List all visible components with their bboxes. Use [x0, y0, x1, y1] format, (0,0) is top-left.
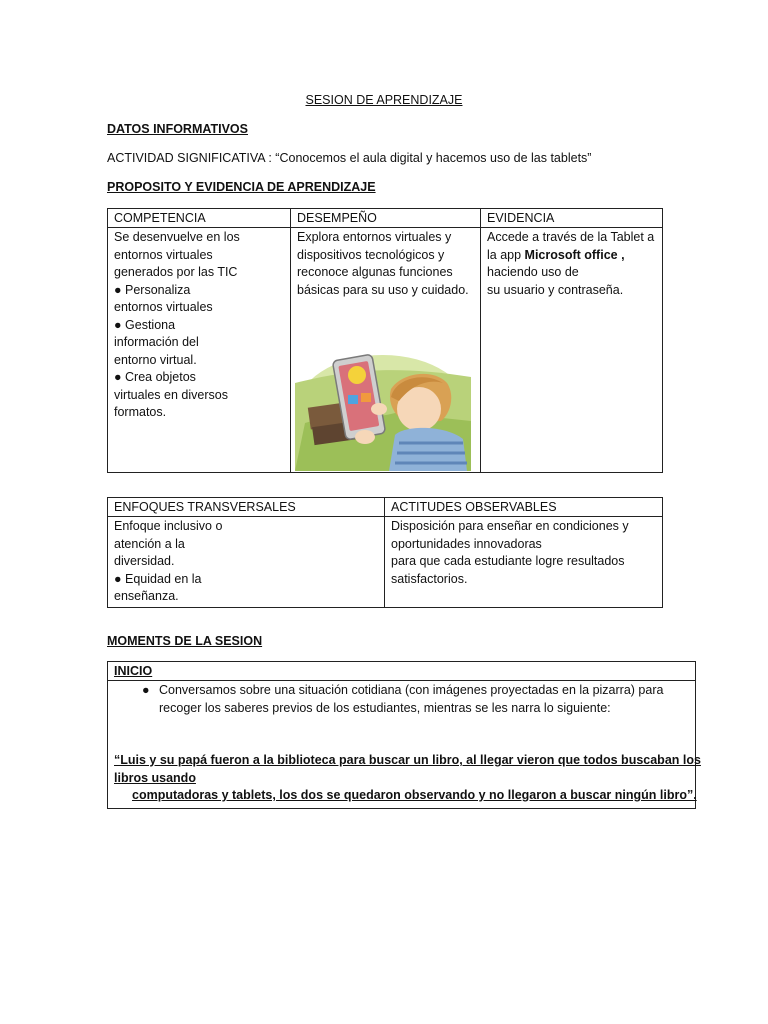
actitudes-cell [385, 517, 663, 608]
desempeno-line: dispositivos tecnológicos y [297, 247, 445, 262]
actitudes-line: para que cada estudiante logre resultados [391, 554, 625, 568]
competencia-cell [108, 228, 291, 473]
evidencia-cell [481, 228, 663, 473]
evidencia-line [487, 247, 656, 265]
actitudes-line: satisfactorios. [391, 571, 468, 586]
list-item [114, 682, 689, 717]
desempeno-cell [291, 228, 481, 473]
competencia-line: entornos virtuales [114, 247, 213, 262]
header-competencia: COMPETENCIA [108, 209, 291, 228]
competencia-line: virtuales en diversos [114, 387, 228, 402]
actitudes-line: Disposición para enseñar en condiciones y [391, 519, 629, 533]
evidencia-app-prefix: la app [487, 247, 525, 262]
table-header-row [108, 209, 663, 228]
competencia-line: formatos. [114, 405, 167, 419]
momentos-heading: MOMENTS DE LA SESION [107, 634, 263, 648]
competencia-line: ● Gestiona [114, 317, 176, 332]
evidencia-line: haciendo uso de [487, 265, 579, 279]
enfoques-line: Enfoque inclusivo o [114, 519, 223, 533]
evidencia-line: su usuario y contraseña. [487, 282, 624, 297]
enfoques-line: atención a la [114, 536, 185, 551]
enfoques-cell [108, 517, 385, 608]
enfoques-line: ● Equidad en la [114, 571, 202, 586]
competencia-line: generados por las TIC [114, 265, 238, 279]
table-row [108, 681, 696, 809]
inicio-table [107, 661, 701, 809]
desempeno-line: reconoce algunas funciones [297, 265, 453, 279]
competencia-line: ● Crea objetos [114, 370, 196, 384]
page-title: SESION DE APRENDIZAJE [305, 93, 463, 107]
enfoques-line: diversidad. [114, 554, 175, 568]
actitudes-line: oportunidades innovadoras [391, 536, 542, 551]
enfoques-table [107, 497, 663, 608]
header-inicio: INICIO [108, 662, 696, 681]
desempeno-line: básicas para su uso y cuidado. [297, 282, 469, 297]
competencia-line: información del [114, 335, 199, 349]
story-quote-line: libros usando [114, 770, 196, 785]
competencias-table [107, 208, 663, 473]
table-header-row [108, 498, 663, 517]
bullet-line: recoger los saberes previos de los estudiantes, mientras se les narra lo siguiente: [159, 700, 611, 715]
table-row [108, 228, 663, 473]
header-desempeno: DESEMPEÑO [291, 209, 481, 228]
bullet-line: Conversamos sobre una situación cotidiana (con imágenes proyectadas en la pizarra) para [159, 683, 664, 697]
inicio-content-cell [108, 681, 701, 809]
competencia-line: entornos virtuales [114, 300, 213, 314]
header-evidencia: EVIDENCIA [481, 209, 663, 228]
microsoft-office-label: Microsoft office , [524, 247, 625, 262]
evidencia-line: Accede a través de la Tablet a [487, 230, 655, 244]
table-header-row [108, 662, 696, 681]
proposito-heading: PROPOSITO Y EVIDENCIA DE APRENDIZAJE [107, 180, 376, 194]
competencia-line: ● Personaliza [114, 282, 191, 297]
datos-informativos-heading: DATOS INFORMATIVOS [107, 122, 248, 136]
actividad-significativa: ACTIVIDAD SIGNIFICATIVA : “Conocemos el aula digital y hacemos uso de las tablets” [107, 151, 592, 165]
desempeno-line: Explora entornos virtuales y [297, 230, 452, 244]
story-quote-line: “Luis y su papá fueron a la biblioteca para buscar un libro, al llegar vieron que todos buscaban los [114, 753, 701, 767]
child-with-tablet-illustration [295, 343, 471, 471]
competencia-line: Se desenvuelve en los [114, 230, 240, 244]
story-quote-line: computadoras y tablets, los dos se quedaron observando y no llegaron a buscar ningún libro”. [132, 788, 697, 802]
enfoques-line: enseñanza. [114, 589, 179, 603]
header-enfoques: ENFOQUES TRANSVERSALES [108, 498, 385, 517]
header-actitudes: ACTITUDES OBSERVABLES [385, 498, 663, 517]
table-row [108, 517, 663, 608]
competencia-line: entorno virtual. [114, 352, 197, 367]
bullet-icon: ● [142, 683, 150, 697]
